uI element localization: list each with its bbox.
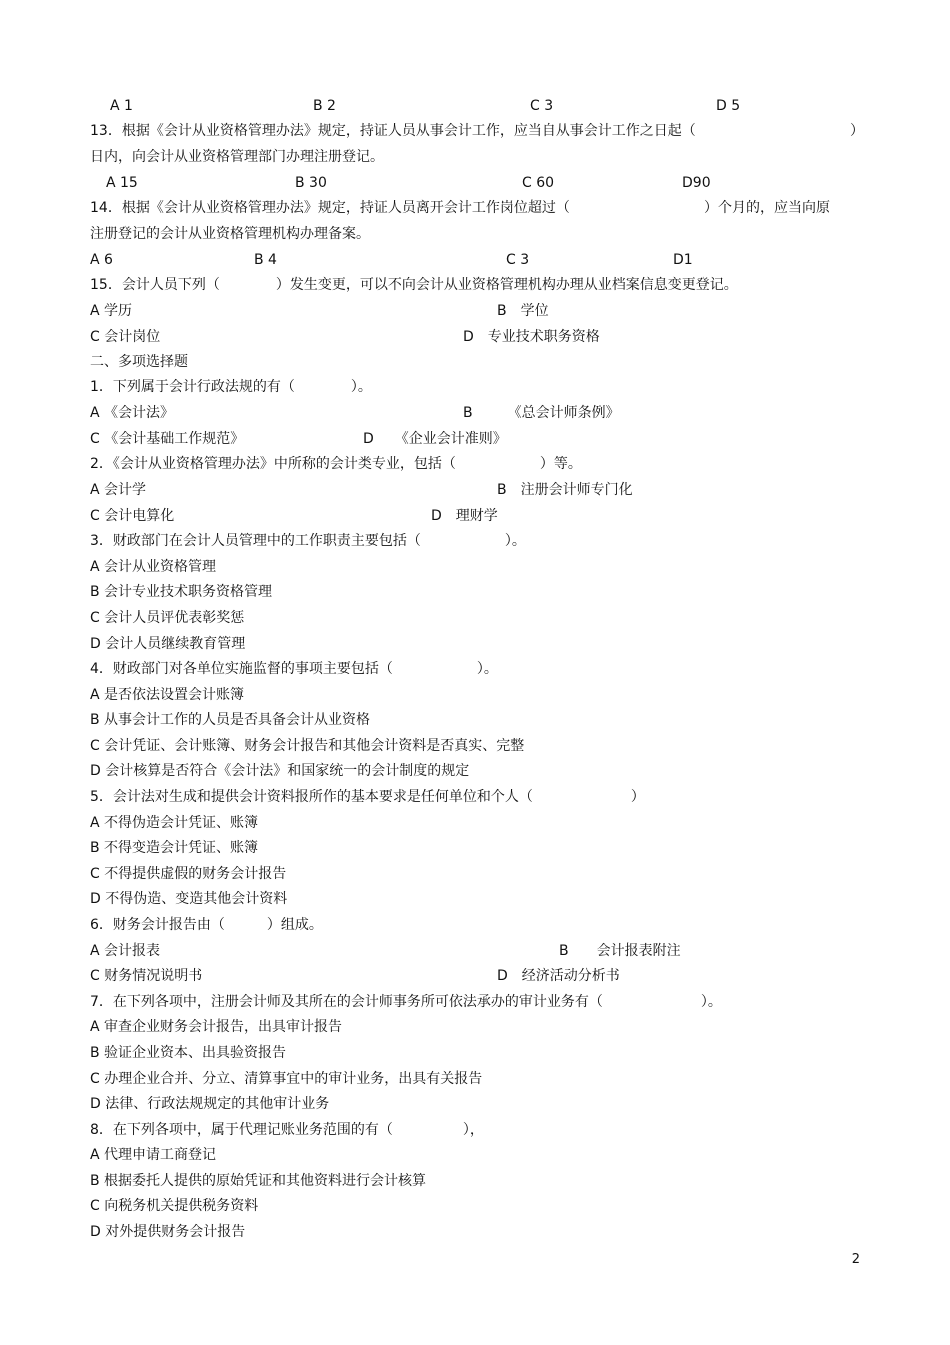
q14-stem-line2: 注册登记的会计从业资格管理机构办理备案。 <box>90 226 370 242</box>
q14-option-d: D1 <box>673 252 693 268</box>
m1-option-c: C 《会计基础工作规范》 <box>90 431 245 447</box>
q12-option-b: B 2 <box>313 98 336 114</box>
m1-options-row1 <box>90 404 870 422</box>
m3-stem: 3．财政部门在会计人员管理中的工作职责主要包括（ ）。 <box>90 533 526 549</box>
q14-option-a: A 6 <box>90 252 113 268</box>
m5-option-d: D 不得伪造、变造其他会计资料 <box>90 891 288 907</box>
m6-option-b: B 会计报表附注 <box>559 943 681 959</box>
page-number: 2 <box>851 1252 860 1267</box>
m6-option-c: C 财务情况说明书 <box>90 968 203 984</box>
m4-option-c: C 会计凭证、会计账簿、财务会计报告和其他会计资料是否真实、完整 <box>90 738 525 754</box>
q14-option-c: C 3 <box>506 252 530 268</box>
m3-option-a: A 会计从业资格管理 <box>90 559 217 575</box>
m4-option-a: A 是否依法设置会计账簿 <box>90 687 245 703</box>
q15-option-b: B 学位 <box>497 303 549 319</box>
q15-option-c: C 会计岗位 <box>90 329 161 345</box>
q12-options-row <box>90 97 870 115</box>
q13-options-row <box>90 174 870 192</box>
m2-option-a: A 会计学 <box>90 482 147 498</box>
q13-stem-line2: 日内，向会计从业资格管理部门办理注册登记。 <box>90 149 384 165</box>
m8-stem: 8．在下列各项中，属于代理记账业务范围的有（ ）， <box>90 1122 484 1138</box>
m4-option-b: B 从事会计工作的人员是否具备会计从业资格 <box>90 712 371 728</box>
m5-option-c: C 不得提供虚假的财务会计报告 <box>90 866 287 882</box>
m7-option-d: D 法律、行政法规规定的其他审计业务 <box>90 1096 330 1112</box>
m3-option-b: B 会计专业技术职务资格管理 <box>90 584 273 600</box>
m3-option-d: D 会计人员继续教育管理 <box>90 636 246 652</box>
q15-stem: 15．会计人员下列（ ）发生变更，可以不向会计从业资格管理机构办理从业档案信息变更登记。 <box>90 277 738 293</box>
q15-option-a: A 学历 <box>90 303 133 319</box>
q14-option-b: B 4 <box>254 252 277 268</box>
m7-option-a: A 审查企业财务会计报告，出具审计报告 <box>90 1019 343 1035</box>
m8-option-d: D 对外提供财务会计报告 <box>90 1224 246 1240</box>
m6-options-row2 <box>90 967 870 985</box>
m2-option-d: D 理财学 <box>431 508 498 524</box>
q14-stem-line1: 14．根据《会计从业资格管理办法》规定，持证人员离开会计工作岗位超过（ ）个月的，应当向原 <box>90 200 830 216</box>
q13-option-b: B 30 <box>295 175 327 191</box>
q15-options-row2 <box>90 328 870 346</box>
m3-option-c: C 会计人员评优表彰奖惩 <box>90 610 245 626</box>
q12-option-c: C 3 <box>530 98 554 114</box>
m6-stem: 6．财务会计报告由（ ）组成。 <box>90 917 323 933</box>
m7-option-b: B 验证企业资本、出具验资报告 <box>90 1045 287 1061</box>
m8-option-b: B 根据委托人提供的原始凭证和其他资料进行会计核算 <box>90 1173 427 1189</box>
q12-option-d: D 5 <box>716 98 741 114</box>
q13-option-a: A 15 <box>106 175 138 191</box>
m6-option-a: A 会计报表 <box>90 943 161 959</box>
q15-option-d: D 专业技术职务资格 <box>463 329 600 345</box>
m2-options-row2 <box>90 507 870 525</box>
m2-options-row1 <box>90 481 870 499</box>
q15-options-row1 <box>90 302 870 320</box>
m2-stem: 2．《会计从业资格管理办法》中所称的会计类专业，包括（ ）等。 <box>90 456 582 472</box>
m2-option-c: C 会计电算化 <box>90 508 175 524</box>
m7-option-c: C 办理企业合并、分立、清算事宜中的审计业务，出具有关报告 <box>90 1071 483 1087</box>
m1-option-d: D 《企业会计准则》 <box>363 431 507 447</box>
m8-option-a: A 代理申请工商登记 <box>90 1147 217 1163</box>
q12-option-a: A 1 <box>110 98 133 114</box>
m1-stem: 1．下列属于会计行政法规的有（ ）。 <box>90 379 372 395</box>
m1-option-b: B 《总会计师条例》 <box>463 405 620 421</box>
m5-option-a: A 不得伪造会计凭证、账簿 <box>90 815 259 831</box>
m6-options-row1 <box>90 942 870 960</box>
q13-stem-line1: 13．根据《会计从业资格管理办法》规定，持证人员从事会计工作，应当自从事会计工作之日起（ ） <box>90 123 864 139</box>
m5-option-b: B 不得变造会计凭证、账簿 <box>90 840 259 856</box>
m4-option-d: D 会计核算是否符合《会计法》和国家统一的会计制度的规定 <box>90 763 470 779</box>
q13-option-d: D90 <box>682 175 711 191</box>
q14-options-row <box>90 251 870 269</box>
m8-option-c: C 向税务机关提供税务资料 <box>90 1198 259 1214</box>
section-title: 二、多项选择题 <box>90 354 188 370</box>
q13-close-paren: ） <box>850 123 864 139</box>
m5-stem: 5．会计法对生成和提供会计资料报所作的基本要求是任何单位和个人（ ） <box>90 789 645 805</box>
m1-options-row2 <box>90 430 870 448</box>
m2-option-b: B 注册会计师专门化 <box>497 482 633 498</box>
m1-option-a: A 《会计法》 <box>90 405 175 421</box>
m7-stem: 7．在下列各项中，注册会计师及其所在的会计师事务所可依法承办的审计业务有（ ）。 <box>90 994 722 1010</box>
m4-stem: 4．财政部门对各单位实施监督的事项主要包括（ ）。 <box>90 661 498 677</box>
m6-option-d: D 经济活动分析书 <box>497 968 620 984</box>
q13-option-c: C 60 <box>522 175 555 191</box>
